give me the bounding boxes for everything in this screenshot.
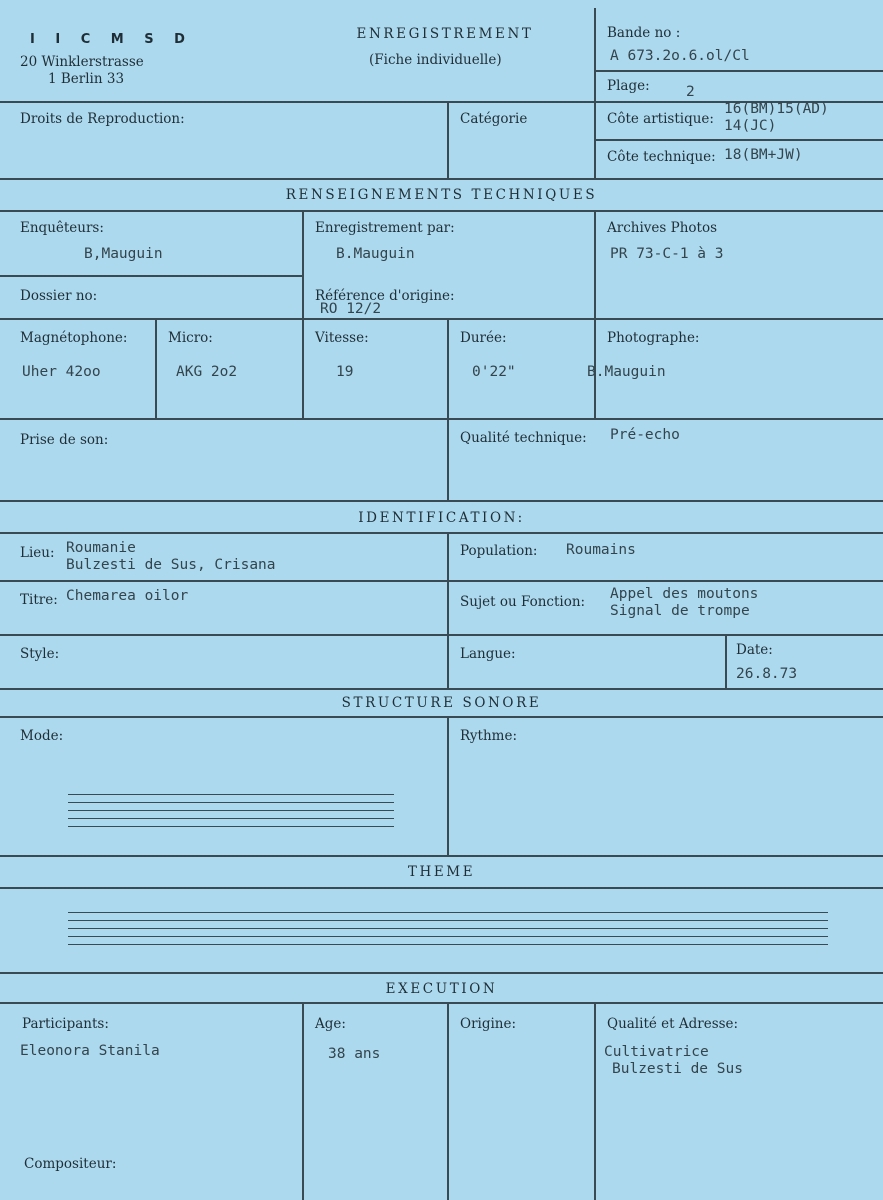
- rule: [594, 1002, 596, 1200]
- form-title: ENREGISTREMENT: [356, 26, 534, 42]
- section-title-execution: EXECUTION: [385, 981, 498, 997]
- date-label: Date:: [736, 642, 773, 658]
- droits-label: Droits de Reproduction:: [20, 111, 185, 127]
- reference-value: RO 12/2: [320, 301, 382, 317]
- lieu-value: [66, 540, 276, 573]
- rule: [0, 688, 883, 690]
- plage-label: Plage:: [607, 78, 650, 94]
- rule: [0, 275, 302, 277]
- participants-label: Participants:: [22, 1016, 109, 1032]
- staff-line: [68, 928, 828, 929]
- age-value: 38 ans: [328, 1046, 381, 1062]
- sujet-line1: Appel des moutons: [610, 586, 759, 602]
- org-name: I I C M S D: [30, 32, 193, 47]
- staff-line: [68, 944, 828, 945]
- cote-technique-label: Côte technique:: [607, 149, 716, 165]
- staff-line: [68, 794, 394, 795]
- rule: [0, 855, 883, 857]
- age-label: Age:: [315, 1016, 346, 1032]
- bande-value: A 673.2o.6.ol/Cl: [610, 48, 750, 64]
- section-title-structure: STRUCTURE SONORE: [341, 695, 542, 711]
- cote-artistique-line1: 16(BM)15(AD): [724, 101, 829, 117]
- rule: [0, 210, 883, 212]
- photographe-value: B.Mauguin: [587, 364, 666, 380]
- cote-artistique-value: [724, 101, 829, 134]
- sujet-label: Sujet ou Fonction:: [460, 594, 586, 610]
- vitesse-label: Vitesse:: [315, 330, 369, 346]
- plage-value: 2: [686, 84, 695, 100]
- staff-line: [68, 920, 828, 921]
- population-value: Roumains: [566, 542, 636, 558]
- rule: [447, 318, 449, 418]
- rule: [302, 210, 304, 418]
- rule: [0, 634, 883, 636]
- staff-line: [68, 936, 828, 937]
- form-subtitle: (Fiche individuelle): [369, 52, 502, 68]
- titre-value: Chemarea oilor: [66, 588, 189, 604]
- compositeur-label: Compositeur:: [24, 1156, 117, 1172]
- bande-label: Bande no :: [607, 25, 681, 41]
- rule: [0, 972, 883, 974]
- rule: [725, 634, 727, 688]
- style-label: Style:: [20, 646, 60, 662]
- magnetophone-label: Magnétophone:: [20, 330, 128, 346]
- dossier-label: Dossier no:: [20, 288, 98, 304]
- cote-artistique-line2: 14(JC): [724, 117, 777, 134]
- micro-label: Micro:: [168, 330, 213, 346]
- rule: [447, 716, 449, 855]
- rythme-label: Rythme:: [460, 728, 518, 744]
- cote-artistique-label: Côte artistique:: [607, 111, 714, 127]
- rule: [0, 318, 594, 320]
- prise-label: Prise de son:: [20, 432, 109, 448]
- qualite-adresse-line1: Cultivatrice: [604, 1044, 709, 1060]
- origine-label: Origine:: [460, 1016, 517, 1032]
- titre-label: Titre:: [20, 592, 58, 608]
- staff-line: [68, 810, 394, 811]
- date-value: 26.8.73: [736, 666, 798, 682]
- qualite-value: Pré-echo: [610, 427, 680, 443]
- section-title-identification: IDENTIFICATION:: [358, 510, 525, 526]
- enregistrement-value: B.Mauguin: [336, 246, 415, 262]
- lieu-line2: Bulzesti de Sus, Crisana: [66, 556, 276, 573]
- cote-technique-value: 18(BM+JW): [724, 147, 803, 163]
- lieu-label: Lieu:: [20, 545, 55, 561]
- rule: [594, 139, 883, 141]
- rule: [0, 418, 883, 420]
- rule: [0, 532, 883, 534]
- org-address-line2: 1 Berlin 33: [48, 71, 125, 87]
- archives-label: Archives Photos: [607, 220, 717, 236]
- rule: [594, 70, 883, 72]
- rule: [594, 8, 596, 178]
- rule: [0, 101, 594, 103]
- qualite-adresse-line2: Bulzesti de Sus: [612, 1060, 743, 1077]
- categorie-label: Catégorie: [460, 111, 528, 127]
- rule: [594, 210, 596, 418]
- rule: [447, 532, 449, 688]
- micro-value: AKG 2o2: [176, 364, 238, 380]
- section-title-theme: THEME: [407, 864, 476, 880]
- rule: [594, 318, 883, 320]
- staff-line: [68, 802, 394, 803]
- rule: [447, 1002, 449, 1200]
- duree-value: 0'22": [472, 364, 516, 380]
- rule: [0, 1002, 883, 1004]
- rule: [447, 101, 449, 178]
- staff-line: [68, 912, 828, 913]
- rule: [447, 418, 449, 500]
- enqueteurs-value: B,Mauguin: [84, 246, 163, 262]
- qualite-adresse-value: [604, 1044, 743, 1077]
- vitesse-value: 19: [336, 364, 354, 380]
- enqueteurs-label: Enquêteurs:: [20, 220, 104, 236]
- archives-value: PR 73-C-1 à 3: [610, 246, 724, 262]
- population-label: Population:: [460, 543, 538, 559]
- rule: [0, 580, 883, 582]
- mode-label: Mode:: [20, 728, 64, 744]
- lieu-line1: Roumanie: [66, 540, 136, 556]
- rule: [302, 1002, 304, 1200]
- rule: [155, 318, 157, 418]
- org-address-line1: 20 Winklerstrasse: [20, 54, 144, 70]
- enregistrement-label: Enregistrement par:: [315, 220, 455, 236]
- sujet-value: [610, 586, 758, 619]
- rule: [0, 178, 883, 180]
- rule: [0, 716, 883, 718]
- rule: [0, 500, 883, 502]
- photographe-label: Photographe:: [607, 330, 700, 346]
- qualite-adresse-label: Qualité et Adresse:: [607, 1016, 739, 1032]
- rule: [0, 887, 883, 889]
- langue-label: Langue:: [460, 646, 516, 662]
- participants-value: Eleonora Stanila: [20, 1043, 160, 1059]
- duree-label: Durée:: [460, 330, 507, 346]
- reference-label: Référence d'origine:: [315, 288, 455, 304]
- magnetophone-value: Uher 42oo: [22, 364, 101, 380]
- staff-line: [68, 818, 394, 819]
- qualite-label: Qualité technique:: [460, 430, 587, 446]
- section-title-technique: RENSEIGNEMENTS TECHNIQUES: [285, 187, 598, 203]
- staff-line: [68, 826, 394, 827]
- sujet-line2: Signal de trompe: [610, 602, 750, 619]
